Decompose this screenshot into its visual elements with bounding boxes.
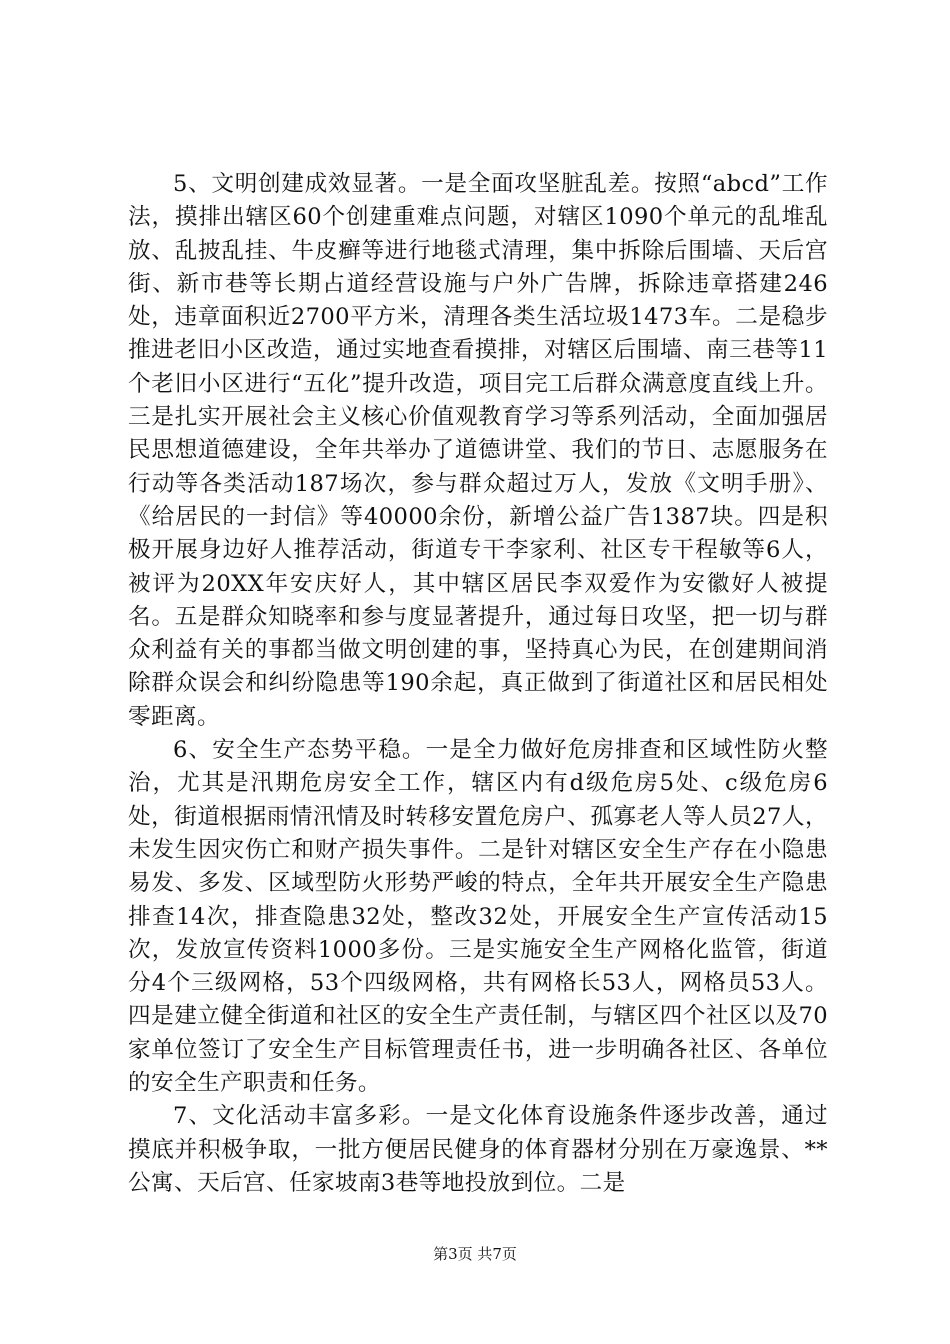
paragraph-safety: 6、安全生产态势平稳。一是全力做好危房排查和区域性防火整治，尤其是汛期危房安全工作，辖区内有d级危房5处、c级危房6处，街道根据雨情汛情及时转移安置危房户、孤寡老人等人员27人，未发生因灾伤亡和财产损失事件。二是针对辖区安全生产存在小隐患易发、多发、区域型防火形势严峻的特点，全年共开展安全生产隐患排查14次，排查隐患32处，整改32处，开展安全生产宣传活动15次，发放宣传资料1000多份。三是实施安全生产网格化监管，街道分4个三级网格，53个四级网格，共有网格长53人，网格员53人。四是建立健全街道和社区的安全生产责任制，与辖区四个社区以及70家单位签订了安全生产目标管理责任书，进一步明确各社区、各单位的安全生产职责和任务。 — [128, 737, 828, 1097]
paragraph-civilization: 5、文明创建成效显著。一是全面攻坚脏乱差。按照“abcd”工作法，摸排出辖区60个创建重难点问题，对辖区1090个单元的乱堆乱放、乱披乱挂、牛皮癣等进行地毯式清理，集中拆除后围墙、天后宫街、新市巷等长期占道经营设施与户外广告牌，拆除违章搭建246处，违章面积近2700平方米，清理各类生活垃圾1473车。二是稳步推进老旧小区改造，通过实地查看摸排，对辖区后围墙、南三巷等11个老旧小区进行“五化”提升改造，项目完工后群众满意度直线上升。三是扎实开展社会主义核心价值观教育学习等系列活动，全面加强居民思想道德建设，全年共举办了道德讲堂、我们的节日、志愿服务在行动等各类活动187场次，参与群众超过万人，发放《文明手册》、《给居民的一封信》等40000余份，新增公益广告1387块。四是积极开展身边好人推荐活动，街道专干李家利、社区专干程敏等6人，被评为20XX年安庆好人，其中辖区居民李双爱作为安徽好人被提名。五是群众知晓率和参与度显著提升，通过每日攻坚，把一切与群众利益有关的事都当做文明创建的事，坚持真心为民，在创建期间消除群众误会和纠纷隐患等190余起，真正做到了街道社区和居民相处零距离。 — [128, 171, 828, 730]
page-number-footer: 第3页 共7页 — [433, 1245, 517, 1263]
paragraph-culture: 7、文化活动丰富多彩。一是文化体育设施条件逐步改善，通过摸底并积极争取，一批方便居民健身的体育器材分别在万豪逸景、**公寓、天后宫、任家坡南3巷等地投放到位。二是 — [128, 1103, 828, 1196]
document-body — [128, 168, 828, 1200]
